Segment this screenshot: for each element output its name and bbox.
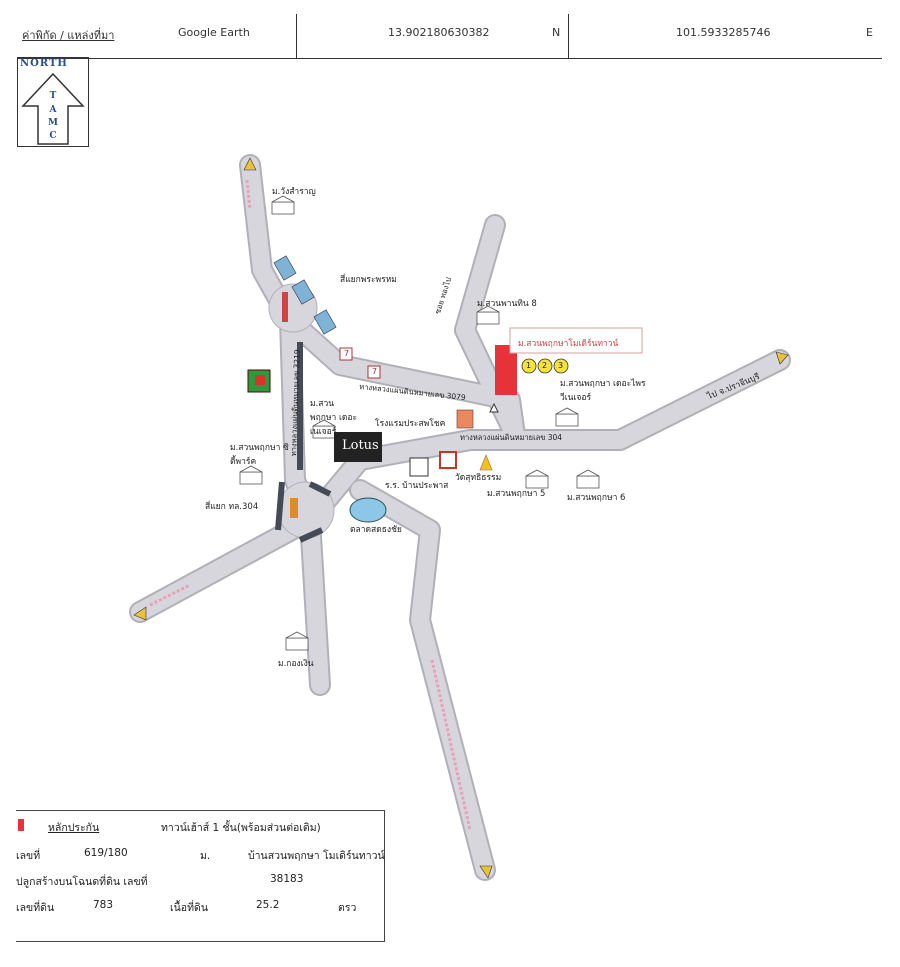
- land-area-unit: ตรว: [338, 902, 357, 914]
- label-m-wangsamran: ม.วังสำราญ: [272, 187, 316, 197]
- school-building-icon: [410, 458, 428, 476]
- label-hwy-304: ทางหลวงแผ่นดินหมายเลข 304: [460, 433, 563, 442]
- deed-no: 38183: [270, 873, 304, 885]
- label-talat: ตลาดสดธงชัย: [350, 525, 402, 535]
- label-hwy-3079: ทางหลวงแผ่นดินหมายเลข 3079: [358, 381, 467, 403]
- north-letter-m: M: [48, 118, 58, 128]
- label-m-suanphruksa6: ม.สวนพฤกษา 6: [567, 493, 626, 503]
- label-watsuthitham: วัดสุทธิธรรม: [455, 473, 502, 483]
- label-m-suanphruksa-nature: ม.สวนพฤกษา เดอะเนเจอร์: [310, 399, 358, 437]
- label-land-no: เลขที่ดิน: [16, 902, 55, 914]
- label-deed: ปลูกสร้างบนโฉนดที่ดิน เลขที่: [16, 876, 148, 888]
- collateral-marker: [18, 819, 24, 831]
- source-value: Google Earth: [178, 26, 250, 39]
- road-network: [140, 165, 780, 870]
- label-yaek-phraphrom: สี่แยกพระพรหม: [340, 275, 397, 285]
- park-icon-inner: [255, 375, 265, 385]
- latitude-direction: N: [552, 26, 561, 39]
- label-m-suanphruksa-city: ม.สวนพฤกษา ซิตี้พาร์ค: [230, 443, 289, 467]
- house-no: 619/180: [84, 847, 128, 859]
- label-m-suanphruksa5: ม.สวนพฤกษา 5: [487, 489, 546, 499]
- source-label: ค่าพิกัด / แหล่งที่มา: [22, 29, 115, 42]
- junction-304-icon: [290, 498, 298, 518]
- label-area: เนื้อที่ดิน: [170, 902, 208, 914]
- north-letter-c: C: [49, 131, 57, 141]
- label-hotel: โรงแรมประสพโชค: [375, 419, 446, 429]
- land-no: 783: [93, 899, 114, 911]
- label-rr-banprasat: ร.ร. บ้านประพาส: [385, 481, 449, 491]
- label-hwy-3219: ทางหลวงแผ่นดินหมายเลข 3219: [288, 349, 302, 457]
- latitude-value: 13.902180630382: [388, 26, 490, 39]
- label-soi: ซอย ทองไป: [432, 276, 454, 316]
- label-m-kongngern: ม.กองเงิน: [278, 659, 314, 669]
- label-lotus: Lotus: [342, 438, 379, 453]
- longitude-value: 101.5933285746: [676, 26, 771, 39]
- collateral-info-box: [16, 810, 385, 942]
- label-m-suanphanthin8: ม.สวนพานทิน 8: [477, 299, 537, 309]
- moo-name: บ้านสวนพฤกษา โมเดิร์นทาวน์: [248, 850, 385, 862]
- label-collateral: หลักประกัน: [48, 822, 100, 834]
- north-letter-a: A: [49, 105, 57, 115]
- label-num2: 2: [542, 361, 548, 370]
- label-m-suanphruksa-terrace: ม.สวนพฤกษา เดอะไพรวีเนเจอร์: [560, 379, 646, 403]
- label-num3: 3: [558, 361, 564, 370]
- temple-icon: [480, 455, 492, 470]
- label-seven-b: 7: [372, 367, 378, 376]
- north-letter-t: T: [49, 91, 57, 101]
- label-yaek-304: สี่แยก ทล.304: [205, 502, 259, 512]
- market-icon: [350, 498, 386, 522]
- longitude-direction: E: [866, 26, 873, 39]
- phraphrom-shrine-icon: [282, 292, 288, 322]
- label-no: เลขที่: [16, 850, 41, 862]
- north-title: NORTH: [20, 58, 68, 69]
- label-target-box: ม.สวนพฤกษาโมเดิร์นทาวน์: [518, 339, 619, 349]
- hotel-icon: [457, 410, 473, 428]
- label-moo: ม.: [200, 850, 211, 862]
- label-to-prachinburi: ไป จ.ปราจีนบุรี: [706, 371, 762, 403]
- collateral-type: ทาวน์เฮ้าส์ 1 ชั้น(พร้อมส่วนต่อเติม): [161, 822, 321, 834]
- label-seven-a: 7: [344, 349, 350, 358]
- label-num1: 1: [526, 361, 532, 370]
- school-icon: [440, 452, 456, 468]
- land-area: 25.2: [256, 899, 280, 911]
